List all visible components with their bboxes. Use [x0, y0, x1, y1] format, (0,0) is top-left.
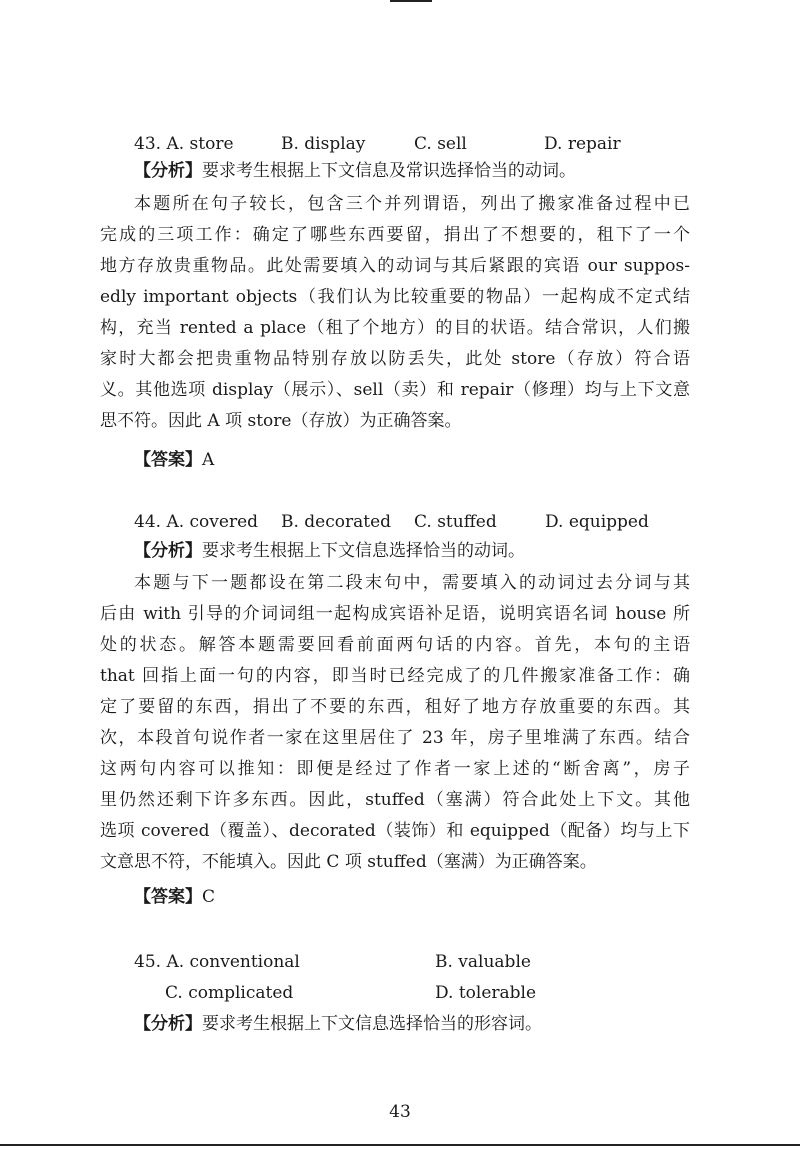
answer-line [134, 886, 694, 908]
option-c: C. sell [414, 134, 467, 154]
analysis-tag: 【分析】 [134, 161, 202, 181]
explanation-line: 家时大都会把贵重物品特别存放以防丢失，此处 store（存放）符合语 [100, 349, 690, 369]
explanation-paragraph [100, 189, 690, 437]
explanation-line: 思不符。因此 A 项 store（存放）为正确答案。 [100, 411, 462, 431]
explanation-line: 选项 covered（覆盖）、decorated（装饰）和 equipped（配备）均与上下 [100, 821, 690, 841]
answer-value: C [202, 887, 216, 907]
option-a: 43. A. store [134, 134, 234, 154]
answer-tag: 【答案】 [134, 887, 202, 907]
answer-line [134, 449, 694, 471]
analysis-text: 要求考生根据上下文信息选择恰当的形容词。 [202, 1014, 542, 1034]
explanation-line: 文意思不符，不能填入。因此 C 项 stuffed（塞满）为正确答案。 [100, 852, 597, 872]
analysis-line [134, 540, 694, 562]
analysis-text: 要求考生根据上下文信息及常识选择恰当的动词。 [202, 161, 576, 181]
explanation-line: 义。其他选项 display（展示）、sell（卖）和 repair（修理）均与上下文意 [100, 380, 690, 400]
page-number: 43 [389, 1102, 411, 1122]
answer-tag: 【答案】 [134, 450, 202, 470]
analysis-line [134, 1013, 694, 1035]
explanation-line: 地方存放贵重物品。此处需要填入的动词与其后紧跟的宾语 our suppos- [100, 256, 690, 276]
bottom-rule [0, 1144, 800, 1146]
explanation-line: 定了要留的东西，捐出了不要的东西，租好了地方存放重要的东西。其 [100, 697, 690, 717]
explanation-line: 构，充当 rented a place（租了个地方）的目的状语。结合常识，人们搬 [100, 318, 690, 338]
explanation-line: 处的状态。解答本题需要回看前面两句话的内容。首先，本句的主语 [100, 635, 690, 655]
analysis-text: 要求考生根据上下文信息选择恰当的动词。 [202, 541, 525, 561]
explanation-line: 后由 with 引导的介词词组一起构成宾语补足语，说明宾语名词 house 所 [100, 604, 690, 624]
option-c: C. complicated [165, 983, 294, 1003]
option-d: D. equipped [545, 512, 649, 532]
explanation-line: edly important objects（我们认为比较重要的物品）一起构成不定式结 [100, 287, 690, 307]
explanation-line: 本题所在句子较长，包含三个并列谓语，列出了搬家准备过程中已 [134, 194, 690, 214]
option-c: C. stuffed [414, 512, 497, 532]
analysis-line [134, 160, 694, 182]
explanation-line: 本题与下一题都设在第二段末句中，需要填入的动词过去分词与其 [134, 573, 690, 593]
explanation-line: 这两句内容可以推知：即便是经过了作者一家上述的“断舍离”，房子 [100, 759, 690, 779]
explanation-line: that 回指上面一句的内容，即当时已经完成了的几件搬家准备工作：确 [100, 666, 690, 686]
option-b: B. display [281, 134, 366, 154]
explanation-paragraph [100, 568, 690, 878]
explanation-line: 里仍然还剩下许多东西。因此，stuffed（塞满）符合此处上下文。其他 [100, 790, 690, 810]
analysis-tag: 【分析】 [134, 1014, 202, 1034]
analysis-tag: 【分析】 [134, 541, 202, 561]
explanation-line: 完成的三项工作：确定了哪些东西要留，捐出了不想要的，租下了一个 [100, 225, 690, 245]
option-d: D. tolerable [435, 983, 537, 1003]
top-rule [390, 0, 432, 2]
option-b: B. valuable [435, 952, 531, 972]
option-d: D. repair [544, 134, 621, 154]
answer-value: A [202, 450, 215, 470]
option-a: 45. A. conventional [134, 952, 300, 972]
option-b: B. decorated [281, 512, 392, 532]
explanation-line: 次，本段首句说作者一家在这里居住了 23 年，房子里堆满了东西。结合 [100, 728, 690, 748]
option-a: 44. A. covered [134, 512, 259, 532]
